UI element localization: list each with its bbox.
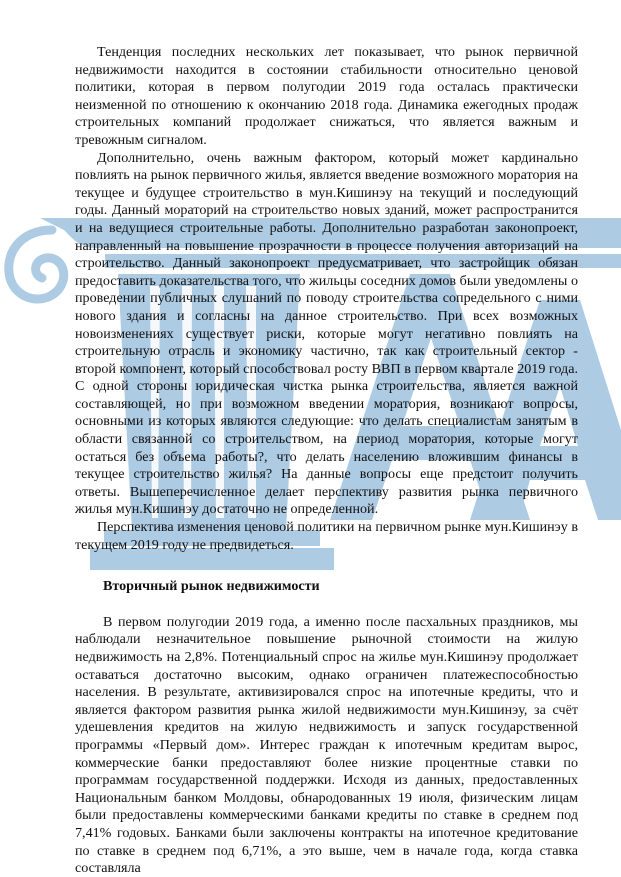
document-body <box>75 44 578 877</box>
paragraph: В первом полугодии 2019 года, а именно после пасхальных праздников, мы наблюдали незначительное повышение рыночной стоимости на жилую недвижимость на 2,8%. Потенциальный спрос на жилье мун.Кишинэу продолжает оставаться достаточно высоким, однако ограничен платежеспособностью населения. В результате, активизировался спрос на ипотечные кредиты, что и является фактором развития рынка жилой недвижимости мун.Кишинэу, за счёт удешевления кредитов на жилую недвижимость и запуск государственной программы «Первый дом». Интерес граждан к ипотечным кредитам вырос, коммерческие банки предоставляют более низкие процентные ставки по программам государственной поддержки. Исходя из данных, предоставленных Национальным банком Молдовы, обнародованных 19 июля, физическим лицам были предоставлены коммерческими банками кредиты по ставке в среднем под 7,41% годовых. Банками были заключены контракты на ипотечное кредитование по ставке в среднем под 6,71%, а это выше, чем в начале года, когда ставка составляла <box>75 613 578 877</box>
paragraph: Тенденция последних нескольких лет показывает, что рынок первичной недвижимости находится в состоянии стабильности относительно ценовой политики, которая в первом полугодии 2019 года осталась практически неизменной по отношению к окончанию 2018 года. Динамика ежегодных продаж строительных компаний продолжает снижаться, что является важным и тревожным сигналом. <box>75 44 578 148</box>
paragraph: Перспектива изменения ценовой политики на первичном рынке мун.Кишинэу в текущем 2019 году не предвидеться. <box>75 519 578 553</box>
paragraph: Дополнительно, очень важным фактором, который может кардинально повлиять на рынок первичного жилья, является введение возможного моратория на текущее и будущее строительство в мун.Кишинэу на текущий и последующий годы. Данный мораторий на строительство новых зданий, может распространится и на ведущиеся строительные работы. Дополнительно разработан законопроект, направленный на повышение прозрачности в процессе получения авторизаций на строительство. Данный законопроект предусматривает, что застройщик обязан предоставить доказательства того, что жильцы соседних домов были уведомлены о проведении публичных слушаний по поводу строительства сопредельного с ними нового здания и согласны на данное строительство. При всех возможных новоизменениях существует риски, которые могут негативно повлиять на строительную отрасль и экономику частично, так как строительный сектор - второй компонент, который способствовал росту ВВП в первом квартале 2019 года. С одной стороны юридическая чистка рынка строительства, является важной составляющей, но при возможном введении моратория, возникают вопросы, основными из которых являются следующие: что делать специалистам занятым в области связанной со строительством, на период моратория, которые могут остаться без объема работы?, что делать населению вложившим финансы в текущее строительство жилья? На данные вопросы еще предстоит получить ответы. Вышеперечисленное делает перспективу развития рынка первичного жилья мун.Кишинэу достаточно не определенной. <box>75 149 578 518</box>
section-heading: Вторичный рынок недвижимости <box>103 578 320 595</box>
